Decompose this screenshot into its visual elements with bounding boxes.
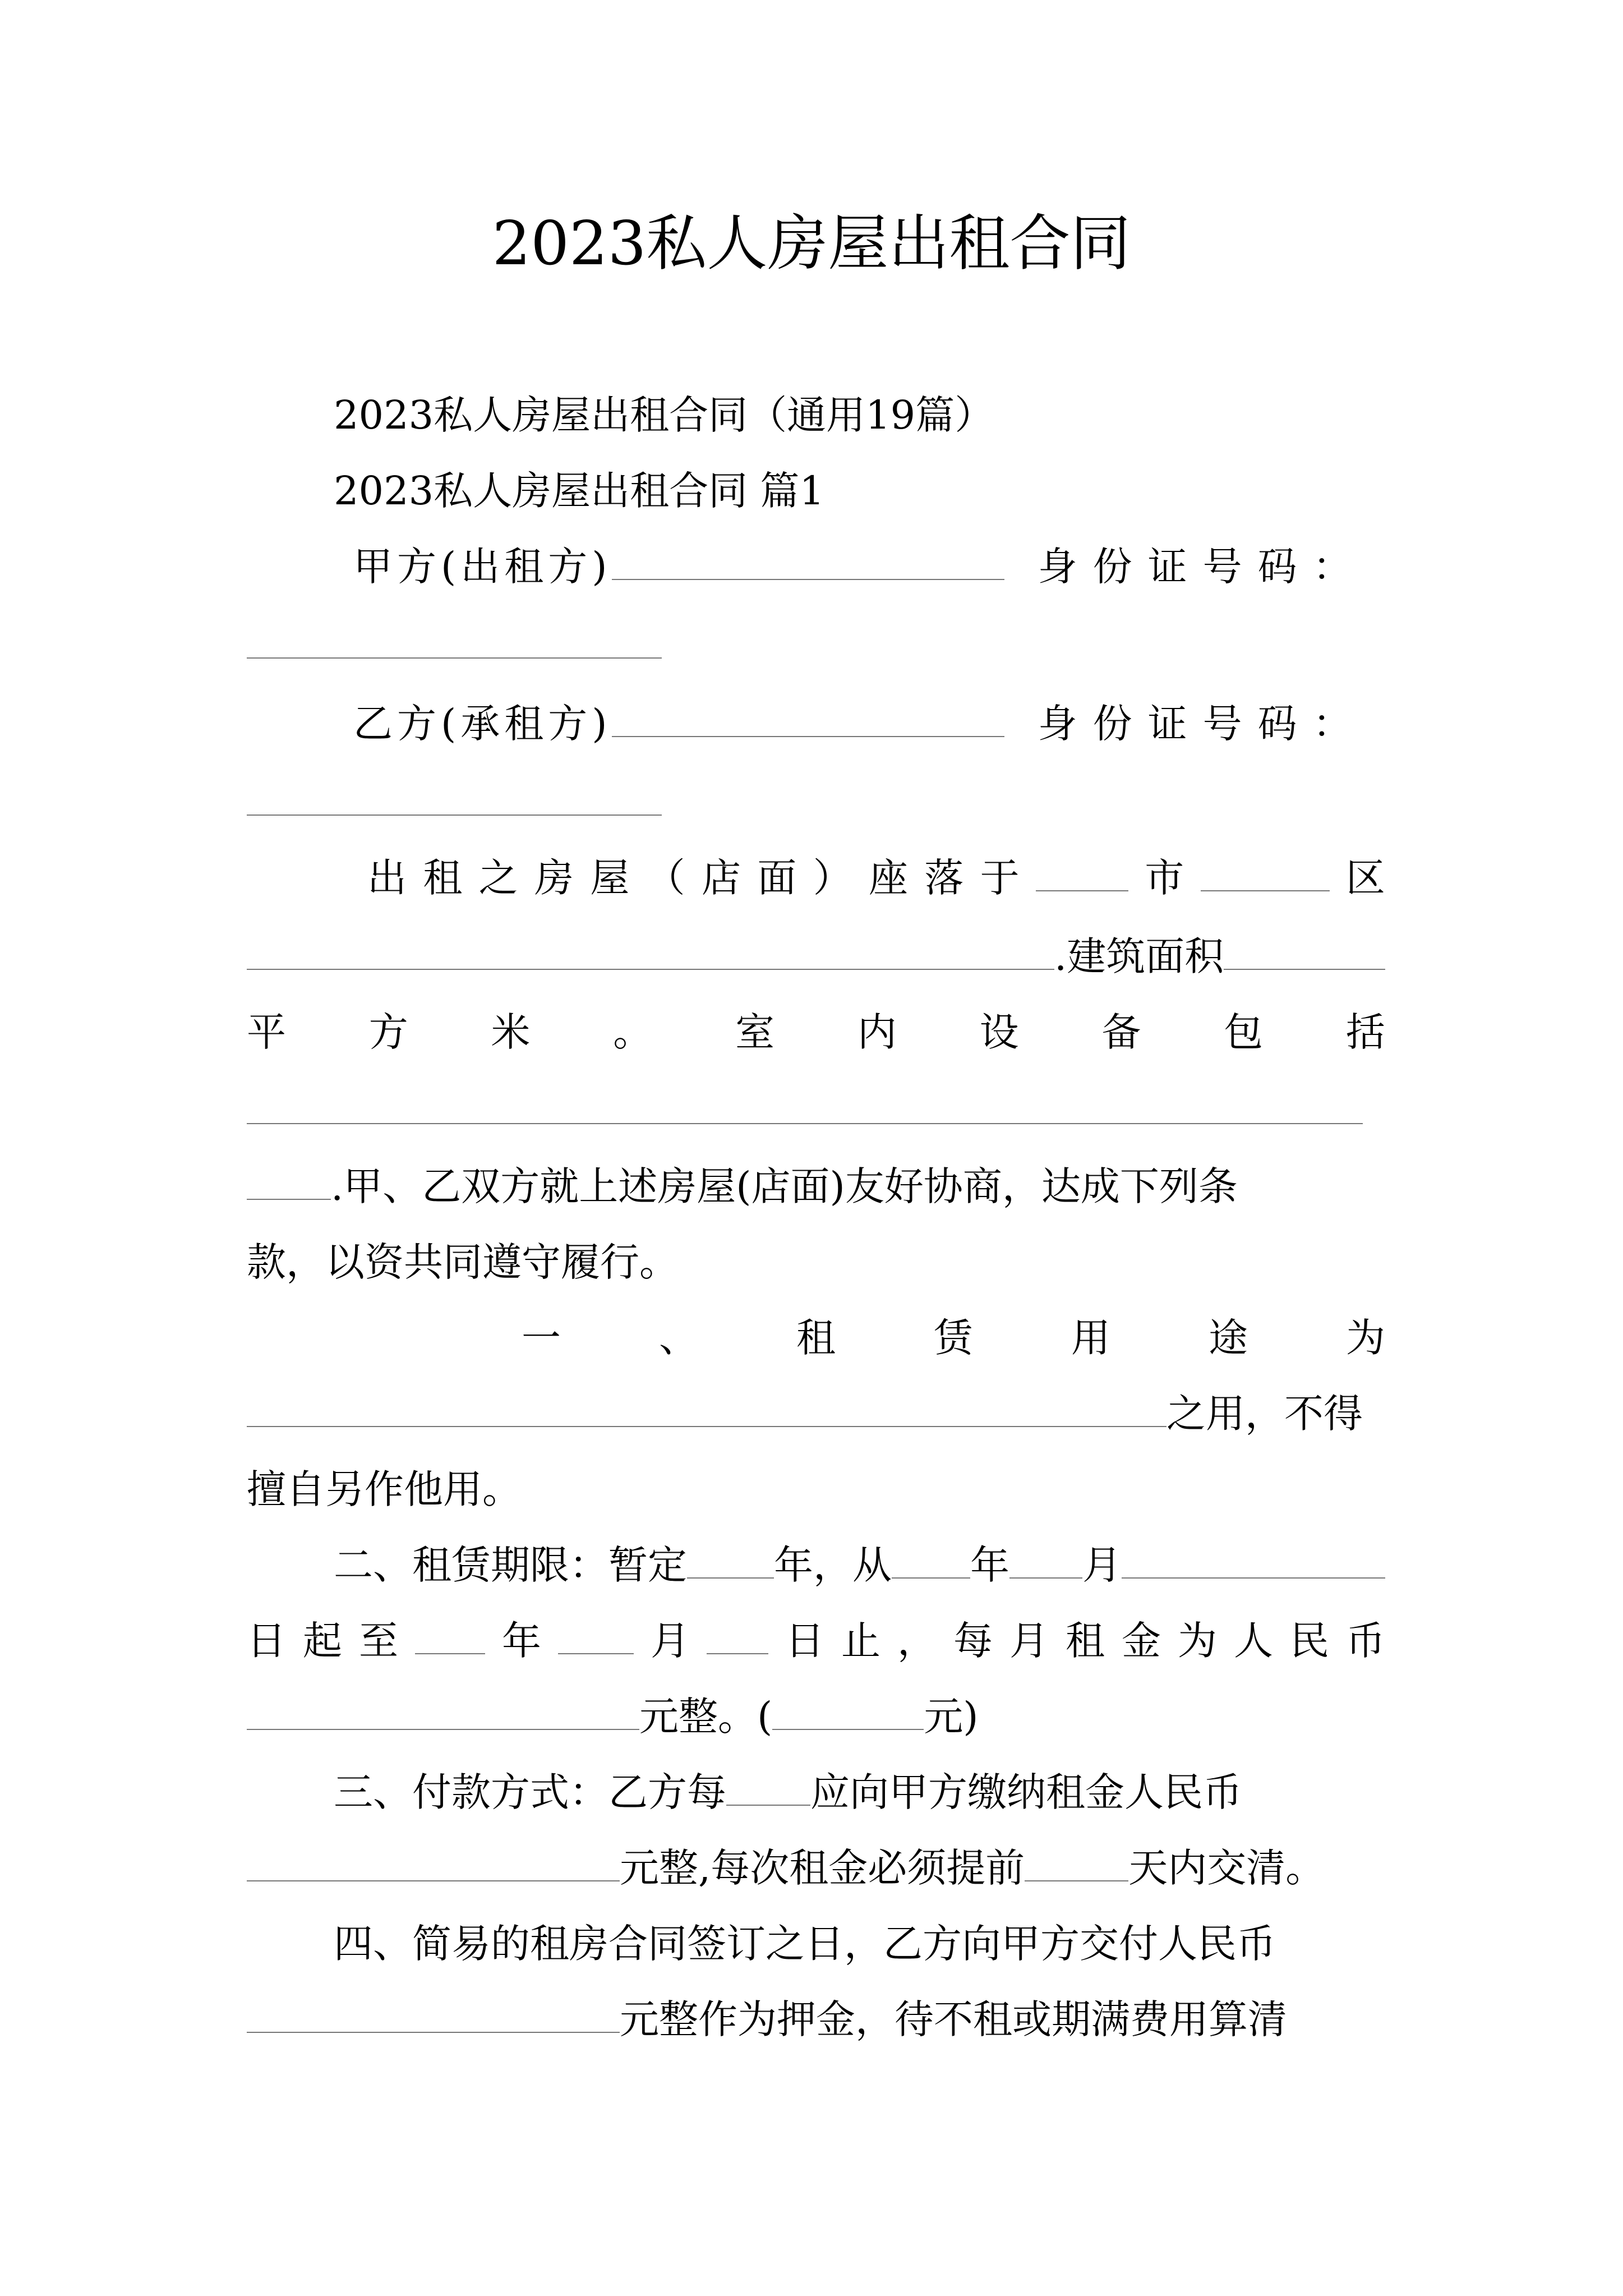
location-char: 屋 (590, 855, 630, 901)
clause2-char: 日 (247, 1618, 286, 1664)
section-heading: 2023私人房屋出租合同 篇1 (334, 468, 824, 514)
district-label: 区 (1345, 855, 1385, 901)
rent-amount-blank (247, 1693, 639, 1730)
clause3-tail: 应向甲方缴纳租金人民币 (810, 1769, 1242, 1815)
end-year-blank (415, 1617, 485, 1654)
clause3-line-2 (247, 1840, 1385, 1896)
clause3-line-1 (334, 1764, 1385, 1820)
address-blank (247, 933, 1054, 970)
party-a-id-blank (247, 622, 662, 659)
location-char: 出 (367, 855, 407, 901)
clause1-char: 为 (1346, 1315, 1385, 1361)
clause2-rent-text: 元整。( (639, 1694, 773, 1740)
clause1-char: 用 (1071, 1315, 1110, 1361)
term-years-blank (687, 1542, 774, 1579)
payment-period-blank (726, 1769, 810, 1806)
party-a-id-label: 身份证号码： (1038, 544, 1368, 590)
advance-days-blank (1025, 1844, 1128, 1881)
clause3-text-a: 元整,每次租金必须提前 (620, 1845, 1025, 1891)
location-char: 面 (757, 855, 797, 901)
clause4-line-1: 四、简易的租房合同签订之日，乙方向甲方交付人民币 (334, 1921, 1276, 1967)
city-label: 市 (1145, 855, 1184, 901)
clause1-char: 一 (522, 1315, 561, 1361)
clause2-line-3 (247, 1688, 1385, 1745)
party-a-id-line (247, 617, 1385, 673)
clause1-tail: 之用，不得 (1166, 1391, 1363, 1437)
location-char: 之 (478, 855, 518, 901)
clause1-line-1 (522, 1310, 1385, 1366)
clause4-text: 元整作为押金，待不租或期满费用算清 (620, 1996, 1287, 2042)
clause2-rent-unit: 元) (924, 1694, 979, 1740)
equipment-blank (247, 1087, 1363, 1124)
unit-char: 内 (857, 1009, 897, 1055)
clause2-lead: 二、租赁期限：暂定 (334, 1542, 687, 1588)
district-blank (1201, 854, 1330, 891)
unit-char: 括 (1345, 1009, 1385, 1055)
start-month-blank (1009, 1542, 1082, 1579)
location-char: 房 (534, 855, 574, 901)
party-b-line (353, 696, 1385, 752)
unit-char: 备 (1101, 1009, 1141, 1055)
clause2-char: ， (897, 1618, 937, 1664)
clause2-char: 至 (359, 1618, 398, 1664)
clause2-char: 金 (1122, 1618, 1161, 1664)
unit-char: 方 (368, 1009, 408, 1055)
deposit-amount-blank (247, 1996, 620, 2033)
clause2-year2: 年 (970, 1542, 1009, 1588)
usage-blank (247, 1390, 1166, 1427)
location-char: 落 (924, 855, 964, 901)
party-a-label: 甲方(出租方) (353, 544, 612, 590)
party-a-line (353, 539, 1385, 595)
unit-char: 设 (979, 1009, 1019, 1055)
location-char: ） (813, 855, 852, 901)
clause2-char: 为 (1178, 1618, 1217, 1664)
city-blank (1036, 854, 1128, 891)
area-blank (1224, 933, 1385, 970)
document-subtitle: 2023私人房屋出租合同（通用19篇） (334, 392, 994, 438)
payment-amount-blank (247, 1844, 620, 1881)
clause1-char: 赁 (934, 1315, 973, 1361)
unit-char: 。 (613, 1009, 653, 1055)
clause2-char: 每 (953, 1618, 993, 1664)
clause2-char: 币 (1346, 1618, 1385, 1664)
unit-char: 米 (491, 1009, 531, 1055)
location-char: 于 (980, 855, 1020, 901)
location-line (367, 850, 1385, 906)
clause2-char: 起 (303, 1618, 342, 1664)
agreement-line-1 (247, 1158, 1385, 1214)
clause2-char: 月 (651, 1618, 690, 1664)
clause2-char: 日 (785, 1618, 824, 1664)
clause1-line-2 (247, 1386, 1385, 1442)
location-char: （ (645, 855, 685, 901)
clause2-char: 止 (841, 1618, 880, 1664)
party-a-name-blank (612, 543, 1004, 580)
party-b-label: 乙方(承租方) (353, 701, 612, 747)
equipment-line (247, 1083, 1385, 1139)
unit-char: 室 (735, 1009, 775, 1055)
agreement-line-2: 款，以资共同遵守履行。 (247, 1239, 679, 1285)
party-b-id-line (247, 774, 1385, 830)
clause1-char: 、 (659, 1315, 698, 1361)
start-day-blank (1122, 1542, 1385, 1579)
clause1-char: 租 (796, 1315, 836, 1361)
start-year-blank (892, 1542, 970, 1579)
clause2-line-2 (247, 1613, 1385, 1669)
clause4-line-2 (247, 1991, 1385, 2047)
location-char: 座 (868, 855, 908, 901)
area-unit-line (247, 1004, 1385, 1060)
location-char: 租 (423, 855, 463, 901)
end-month-blank (558, 1617, 634, 1654)
clause2-line-1 (334, 1537, 1385, 1593)
clause2-char: 人 (1234, 1618, 1273, 1664)
area-label: .建筑面积 (1054, 933, 1224, 979)
address-line (247, 928, 1385, 984)
party-b-name-blank (612, 700, 1004, 737)
party-b-id-label: 身份证号码： (1038, 701, 1368, 747)
agreement-text-1: .甲、乙双方就上述房屋(店面)友好协商，达成下列条 (331, 1163, 1238, 1209)
unit-char: 包 (1224, 1009, 1264, 1055)
clause2-char: 租 (1066, 1618, 1105, 1664)
document-title: 2023私人房屋出租合同 (492, 209, 1131, 279)
location-char: 店 (701, 855, 741, 901)
clause1-line-3: 擅自另作他用。 (247, 1466, 522, 1512)
clause2-month: 月 (1082, 1542, 1122, 1588)
clause3-lead: 三、付款方式：乙方每 (334, 1769, 726, 1815)
end-day-blank (707, 1617, 768, 1654)
clause2-year: 年，从 (774, 1542, 892, 1588)
clause2-char: 年 (502, 1618, 541, 1664)
clause2-char: 民 (1290, 1618, 1329, 1664)
rent-figure-blank (772, 1693, 924, 1730)
party-b-id-blank (247, 779, 662, 816)
clause3-text-b: 天内交清。 (1128, 1845, 1325, 1891)
unit-char: 平 (247, 1009, 286, 1055)
clause1-char: 途 (1209, 1315, 1248, 1361)
equipment-blank-end (247, 1163, 331, 1200)
clause2-char: 月 (1009, 1618, 1049, 1664)
